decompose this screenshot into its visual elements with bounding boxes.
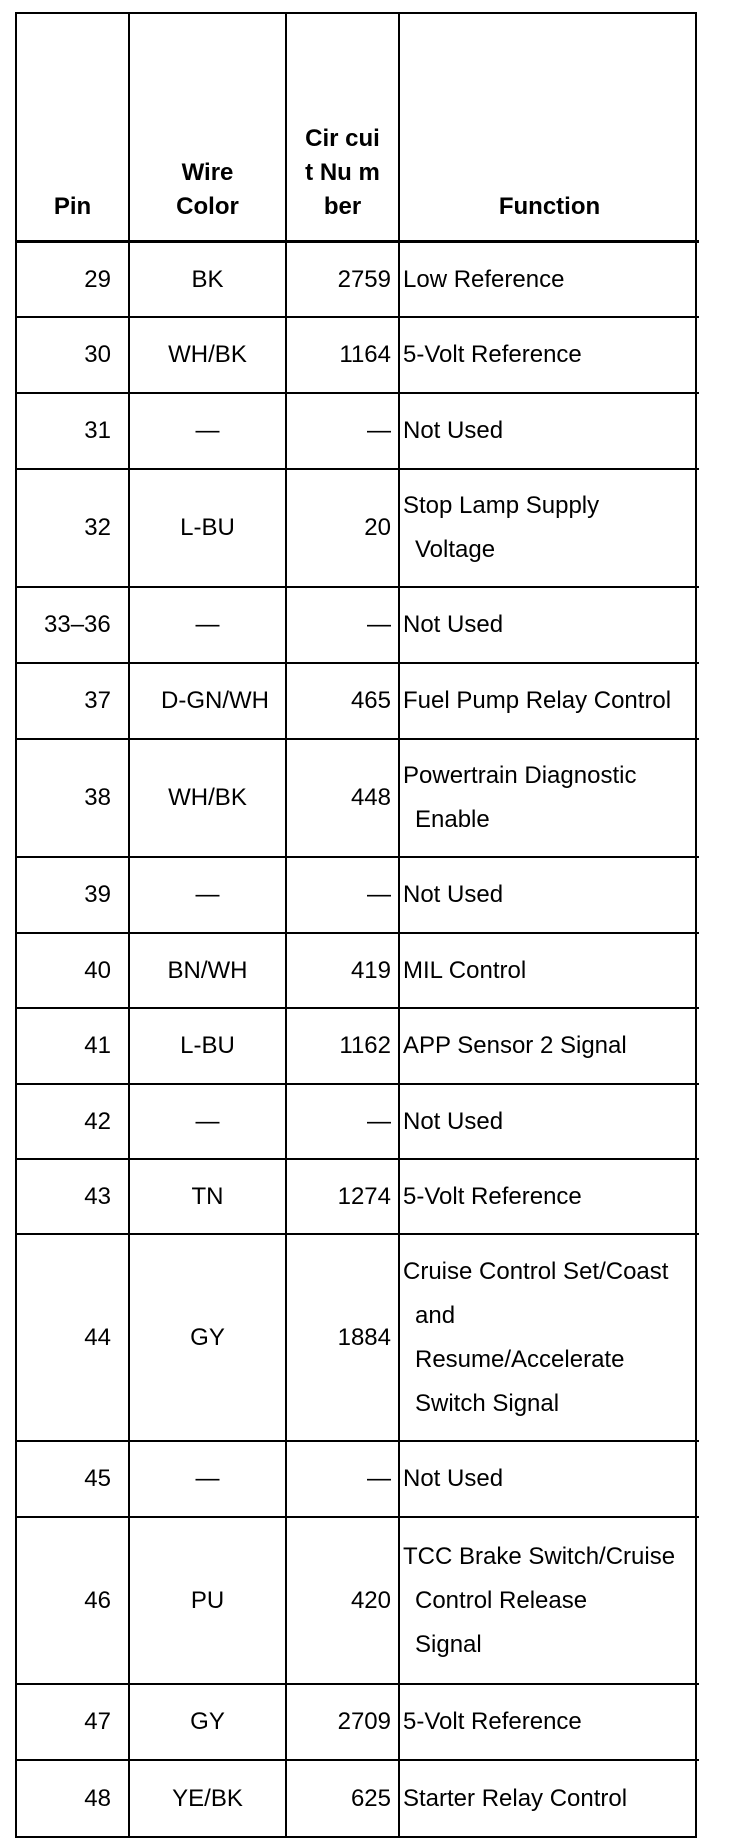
circuit-number-cell: 2759 [287,243,400,318]
wire-color-cell: BN/WH [130,934,287,1009]
function-line: Resume/Accelerate [415,1345,625,1373]
function-line: 5-Volt Reference [403,341,582,368]
function-cell [400,934,699,1009]
circuit-number-cell: 625 [287,1761,400,1837]
wire-color-cell: BK [130,243,287,318]
pin-cell: 33–36 [17,588,130,664]
function-line: 5-Volt Reference [403,1182,582,1210]
function-line: Not Used [403,1465,504,1492]
function-text [403,1024,699,1068]
function-line: Not Used [403,881,504,908]
function-line: TCC Brake Switch/Cruise [403,1542,676,1570]
function-cell [400,1009,699,1085]
wire-color-cell: YE/BK [130,1761,287,1837]
pin-cell: 38 [17,740,130,858]
function-text [403,679,699,723]
function-text [403,258,699,302]
function-cell [400,588,699,664]
function-line: Not Used [403,1107,504,1135]
header-circuit-number: Cir cuit Nu mber [287,14,400,243]
function-cell [400,1442,699,1518]
function-text [403,603,699,647]
wire-color-cell: L-BU [130,1009,287,1085]
function-line: Starter Relay Control [403,1785,628,1812]
circuit-number-cell: 419 [287,934,400,1009]
function-text [403,1250,699,1426]
function-line: APP Sensor 2 Signal [403,1032,627,1059]
function-cell [400,1160,699,1235]
circuit-number-cell: 20 [287,470,400,588]
pin-cell: 43 [17,1160,130,1235]
function-line: Signal [415,1630,482,1658]
header-wire-color: Wire Color [130,14,287,243]
function-cell [400,1085,699,1160]
function-line: Enable [415,806,490,833]
function-text [403,873,699,917]
circuit-number-cell: 1884 [287,1235,400,1442]
pin-cell: 30 [17,318,130,394]
pin-cell: 32 [17,470,130,588]
circuit-number-cell: 465 [287,664,400,740]
function-line: Stop Lamp Supply [403,492,600,519]
wire-color-cell: WH/BK [130,740,287,858]
function-cell [400,1761,699,1837]
function-cell [400,664,699,740]
wire-color-cell: GY [130,1685,287,1761]
function-cell [400,740,699,858]
wire-color-cell: — [130,1442,287,1518]
pin-cell: 42 [17,1085,130,1160]
wire-color-cell: — [130,858,287,934]
function-cell [400,394,699,470]
function-line: Control Release [415,1586,588,1614]
circuit-number-cell: — [287,394,400,470]
function-text [403,1700,699,1744]
wire-color-cell: D-GN/WH [130,664,287,740]
function-cell [400,1518,699,1685]
function-cell [400,1235,699,1442]
function-text [403,1100,699,1144]
pin-cell: 29 [17,243,130,318]
function-line: Switch Signal [415,1389,560,1417]
function-text [403,1777,699,1821]
function-cell [400,1685,699,1761]
function-text [403,1535,699,1667]
pin-cell: 45 [17,1442,130,1518]
wire-color-cell: GY [130,1235,287,1442]
circuit-number-cell: — [287,1085,400,1160]
circuit-number-cell: 448 [287,740,400,858]
circuit-number-cell: 1164 [287,318,400,394]
wire-color-cell: L-BU [130,470,287,588]
function-line: Powertrain Diagnostic [403,762,637,789]
function-line: MIL Control [403,956,527,984]
function-cell [400,318,699,394]
pin-cell: 44 [17,1235,130,1442]
pin-cell: 47 [17,1685,130,1761]
function-line: Voltage [415,536,496,563]
pinout-table [15,12,697,1838]
pin-cell: 48 [17,1761,130,1837]
function-line: 5-Volt Reference [403,1708,582,1735]
pin-cell: 41 [17,1009,130,1085]
function-line: and [415,1301,456,1329]
header-function: Function [400,14,699,243]
function-text [403,333,699,377]
function-text [403,754,699,842]
function-text [403,484,699,572]
function-text [403,1457,699,1501]
function-cell [400,858,699,934]
pin-cell: 40 [17,934,130,1009]
pin-cell: 37 [17,664,130,740]
circuit-number-cell: — [287,588,400,664]
function-line: Cruise Control Set/Coast [403,1257,669,1285]
function-line: Not Used [403,417,504,444]
function-line: Fuel Pump Relay Control [403,687,672,714]
wire-color-cell: — [130,1085,287,1160]
header-pin: Pin [17,14,130,243]
wire-color-cell: TN [130,1160,287,1235]
wire-color-cell: WH/BK [130,318,287,394]
pin-cell: 39 [17,858,130,934]
wire-color-cell: PU [130,1518,287,1685]
pin-cell: 46 [17,1518,130,1685]
pin-cell: 31 [17,394,130,470]
circuit-number-cell: — [287,858,400,934]
wire-color-cell: — [130,588,287,664]
function-line: Low Reference [403,265,565,293]
wire-color-cell: — [130,394,287,470]
circuit-number-cell: 420 [287,1518,400,1685]
circuit-number-cell: 1274 [287,1160,400,1235]
function-text [403,409,699,453]
function-cell [400,243,699,318]
function-text [403,1175,699,1219]
circuit-number-cell: 2709 [287,1685,400,1761]
circuit-number-cell: 1162 [287,1009,400,1085]
function-cell [400,470,699,588]
function-line: Not Used [403,611,504,638]
circuit-number-cell: — [287,1442,400,1518]
function-text [403,949,699,993]
